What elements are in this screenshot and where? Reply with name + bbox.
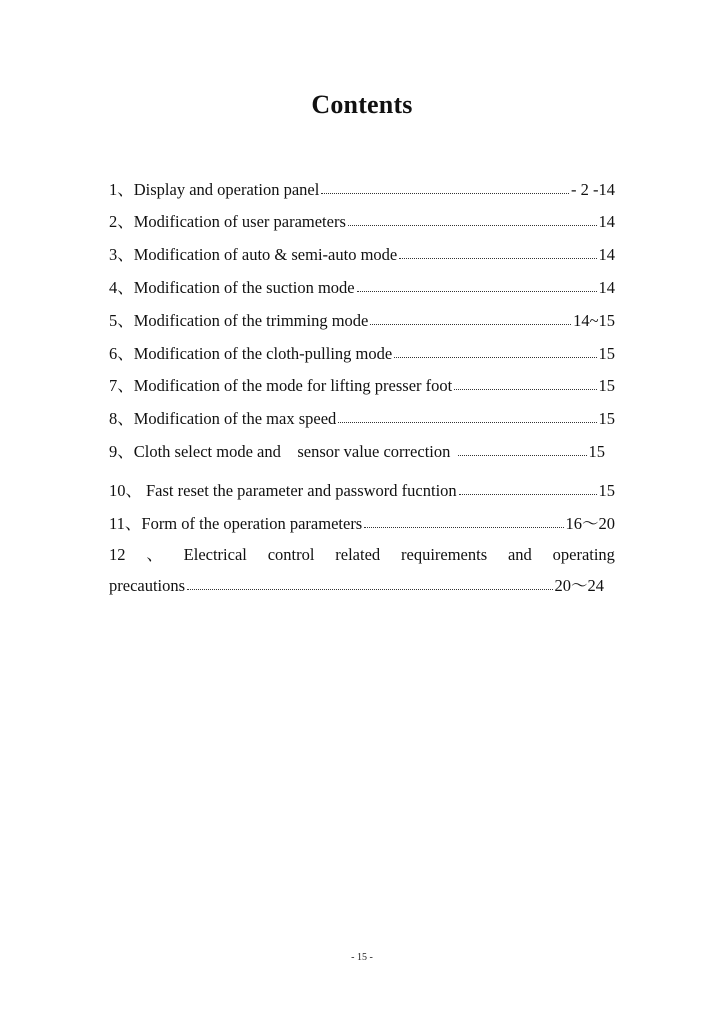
toc-entry-page: 14 [598, 212, 615, 231]
toc-leader-dots [321, 179, 569, 194]
toc-entry-number: 8、 [109, 409, 134, 428]
toc-leader-dots [357, 277, 597, 292]
toc-entry-number: 12 [109, 545, 126, 564]
toc-entry [109, 438, 605, 460]
toc-entry-number: 1、 [109, 180, 134, 199]
toc-entry-label: Modification of the max speed [133, 409, 337, 428]
toc-entry-label: Modification of user parameters [133, 212, 346, 231]
toc-entry-number: 9、 [109, 442, 134, 461]
toc-leader-dots [370, 310, 571, 325]
toc-entry-word: and [507, 545, 532, 564]
toc-leader-dots [338, 408, 596, 423]
toc-entry-page: 15 [588, 442, 605, 461]
toc-entry [109, 274, 615, 296]
toc-leader-dots [394, 343, 596, 358]
toc-entry-number: 6、 [109, 344, 134, 363]
toc-entry-word: related [335, 545, 381, 564]
toc-entry-word: Electrical [183, 545, 247, 564]
toc-entry-label: Cloth select mode and sensor value correction [133, 442, 451, 461]
toc-leader-dots [348, 211, 597, 226]
toc-entry-word: operating [552, 545, 615, 564]
toc-entry-number: 10、 [109, 481, 142, 500]
toc-entry-separator: 、 [146, 545, 163, 564]
toc-entry-label: Modification of the trimming mode [133, 311, 369, 330]
toc-entry [109, 176, 615, 198]
toc-entry-page: 14 [598, 245, 615, 264]
toc-entry-page: 15 [598, 376, 615, 395]
page-title: Contents [311, 90, 413, 119]
toc-entry-number: 2、 [109, 212, 134, 231]
toc-leader-dots [458, 441, 586, 456]
toc-entry-label: precautions [109, 576, 186, 595]
toc-entry-page: 15 [598, 409, 615, 428]
toc-entry-page: 16～20 [565, 514, 615, 533]
toc-entry-word: control [267, 545, 315, 564]
page-number-footer: - 15 - [351, 952, 373, 963]
toc-entry-label: Modification of the suction mode [133, 278, 355, 297]
toc-entry-12-line-1 [109, 541, 615, 563]
toc-entry-number: 4、 [109, 278, 134, 297]
toc-leader-dots [399, 244, 596, 259]
toc-entry-label: Modification of the cloth-pulling mode [133, 344, 393, 363]
toc-entry-label: Fast reset the parameter and password fucntion [146, 481, 457, 500]
toc-entry-number: 11、 [109, 514, 142, 533]
toc-entry-word: requirements [401, 545, 488, 564]
toc-entry-page: 20～24 [554, 576, 604, 595]
toc-entry [109, 405, 615, 427]
toc-entry-page: 15 [598, 481, 615, 500]
toc-entry-page: - 2 -14 [571, 180, 615, 199]
toc-entry-label: Display and operation panel [133, 180, 320, 199]
toc-entry [109, 372, 615, 394]
toc-entry [109, 477, 615, 499]
toc-entry [109, 307, 615, 329]
toc-leader-dots [364, 513, 563, 528]
toc-entry-page: 14~15 [573, 311, 615, 330]
toc-entry-number: 3、 [109, 245, 134, 264]
toc-entry-label: Modification of the mode for lifting presser foot [133, 376, 453, 395]
toc-leader-dots [459, 480, 597, 495]
toc-entry [109, 340, 615, 362]
toc-entry [109, 510, 615, 532]
toc-entry-page: 15 [598, 344, 615, 363]
toc-entry-12-line-2 [109, 572, 604, 594]
toc-entry-page: 14 [598, 278, 615, 297]
toc-entry [109, 208, 615, 230]
toc-entry-number: 5、 [109, 311, 134, 330]
toc-leader-dots [454, 375, 596, 390]
toc-entry-number: 7、 [109, 376, 134, 395]
toc-entry-label: Form of the operation parameters [141, 514, 363, 533]
toc-entry [109, 241, 615, 263]
toc-entry-label: Modification of auto & semi-auto mode [133, 245, 398, 264]
toc-leader-dots [187, 575, 552, 590]
